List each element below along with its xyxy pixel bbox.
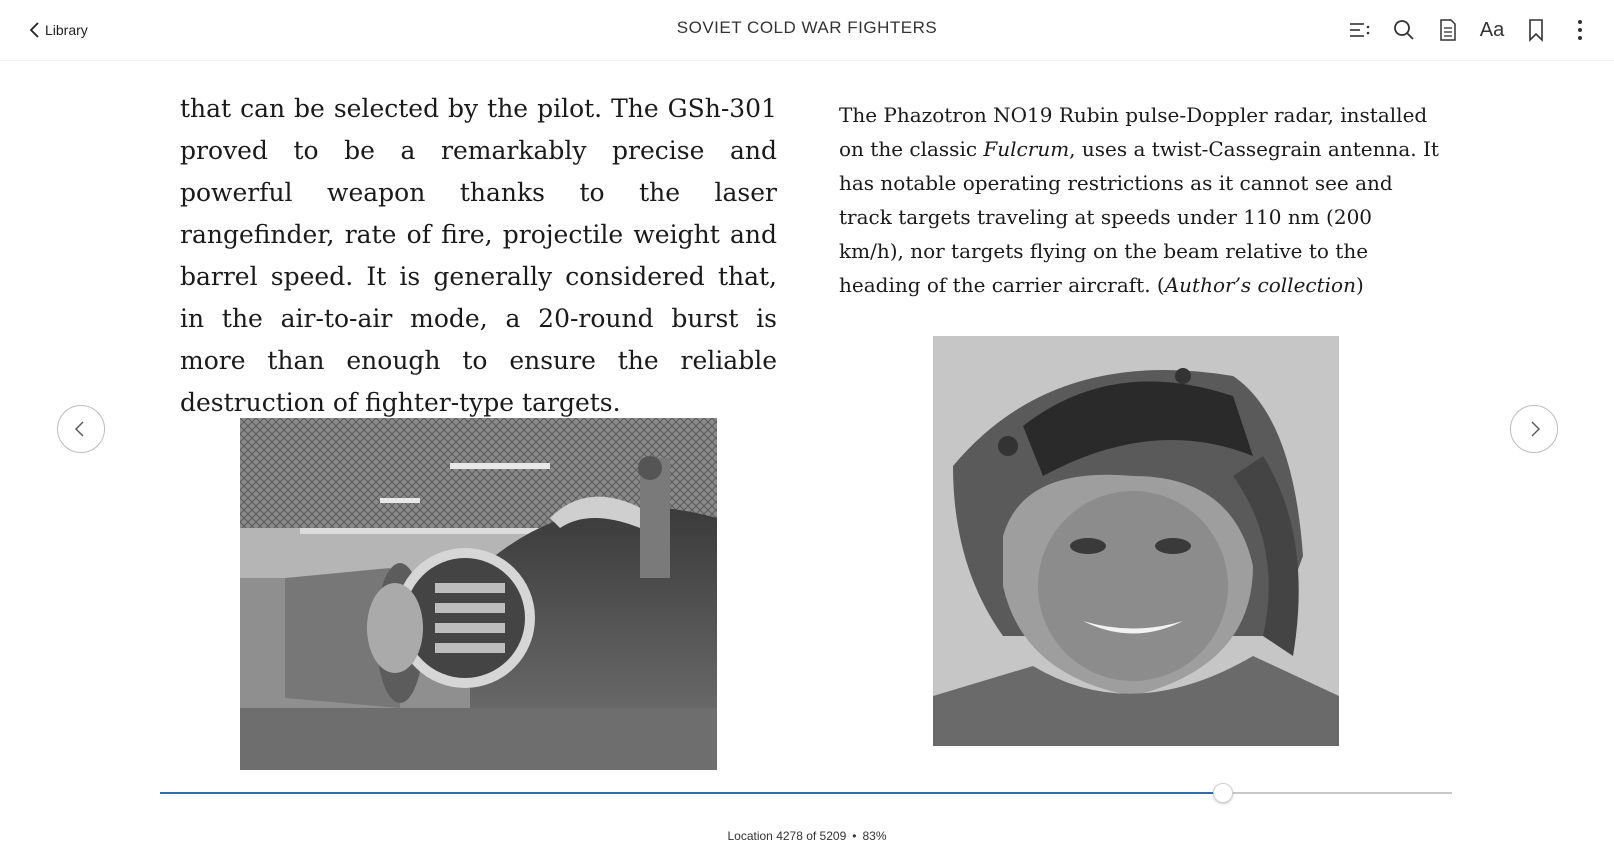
image-caption (839, 98, 1439, 302)
progress-thumb[interactable] (1213, 783, 1233, 803)
previous-page-button[interactable] (57, 405, 105, 453)
table-of-contents-icon (1348, 18, 1372, 42)
search-button[interactable] (1382, 14, 1426, 46)
toolbar (1338, 14, 1602, 46)
top-bar (0, 0, 1614, 61)
font-settings-label: Aa (1479, 18, 1505, 41)
pilot-portrait-photo (933, 336, 1339, 746)
bookmark-icon (1524, 18, 1548, 42)
caption-text-3: ) (1355, 273, 1364, 297)
caption-text-1: The Phazotron NO19 Rubin pulse-Doppler radar, installed on the classic (839, 103, 1428, 161)
caption-text-2: , uses a twist-Cassegrain antenna. It has notable operating restrictions as it cannot see and track targets traveling at speeds under 110 nm (200 km/h), nor targets flying on the beam relative to the heading of the carrier aircraft. ( (839, 137, 1439, 297)
notes-icon (1436, 18, 1460, 42)
book-title: SOVIET COLD WAR FIGHTERS (676, 18, 938, 37)
search-icon (1392, 18, 1416, 42)
left-page-text: that can be selected by the pilot. The GSh-301 proved to be a remarkably precise and powerful weapon thanks to the laser rangefinder, rate of fire, projectile weight and barrel speed. It is generally considered that, in the air-to-air mode, a 20-round burst is more than enough to ensure the reliable destruction of fighter-type targets. (180, 94, 777, 417)
radar-hangar-photo (240, 418, 717, 770)
table-of-contents-button[interactable] (1338, 14, 1382, 46)
reading-progress-slider[interactable] (160, 792, 1452, 794)
more-icon (1568, 18, 1592, 42)
progress-fill (160, 792, 1222, 794)
notes-button[interactable] (1426, 14, 1470, 46)
separator-dot: • (852, 829, 857, 843)
location-text: Location 4278 of 5209 (727, 829, 847, 843)
chevron-left-icon (72, 420, 90, 438)
back-label: Library (45, 22, 88, 38)
bookmark-button[interactable] (1514, 14, 1558, 46)
font-settings-button[interactable] (1470, 14, 1514, 46)
percent-text: 83% (862, 829, 887, 843)
chevron-right-icon (1525, 420, 1543, 438)
next-page-button[interactable] (1510, 405, 1558, 453)
location-indicator (0, 829, 1614, 843)
caption-fulcrum: Fulcrum (983, 137, 1070, 161)
more-options-button[interactable] (1558, 14, 1602, 46)
caption-credit: Author’s collection (1164, 273, 1356, 297)
